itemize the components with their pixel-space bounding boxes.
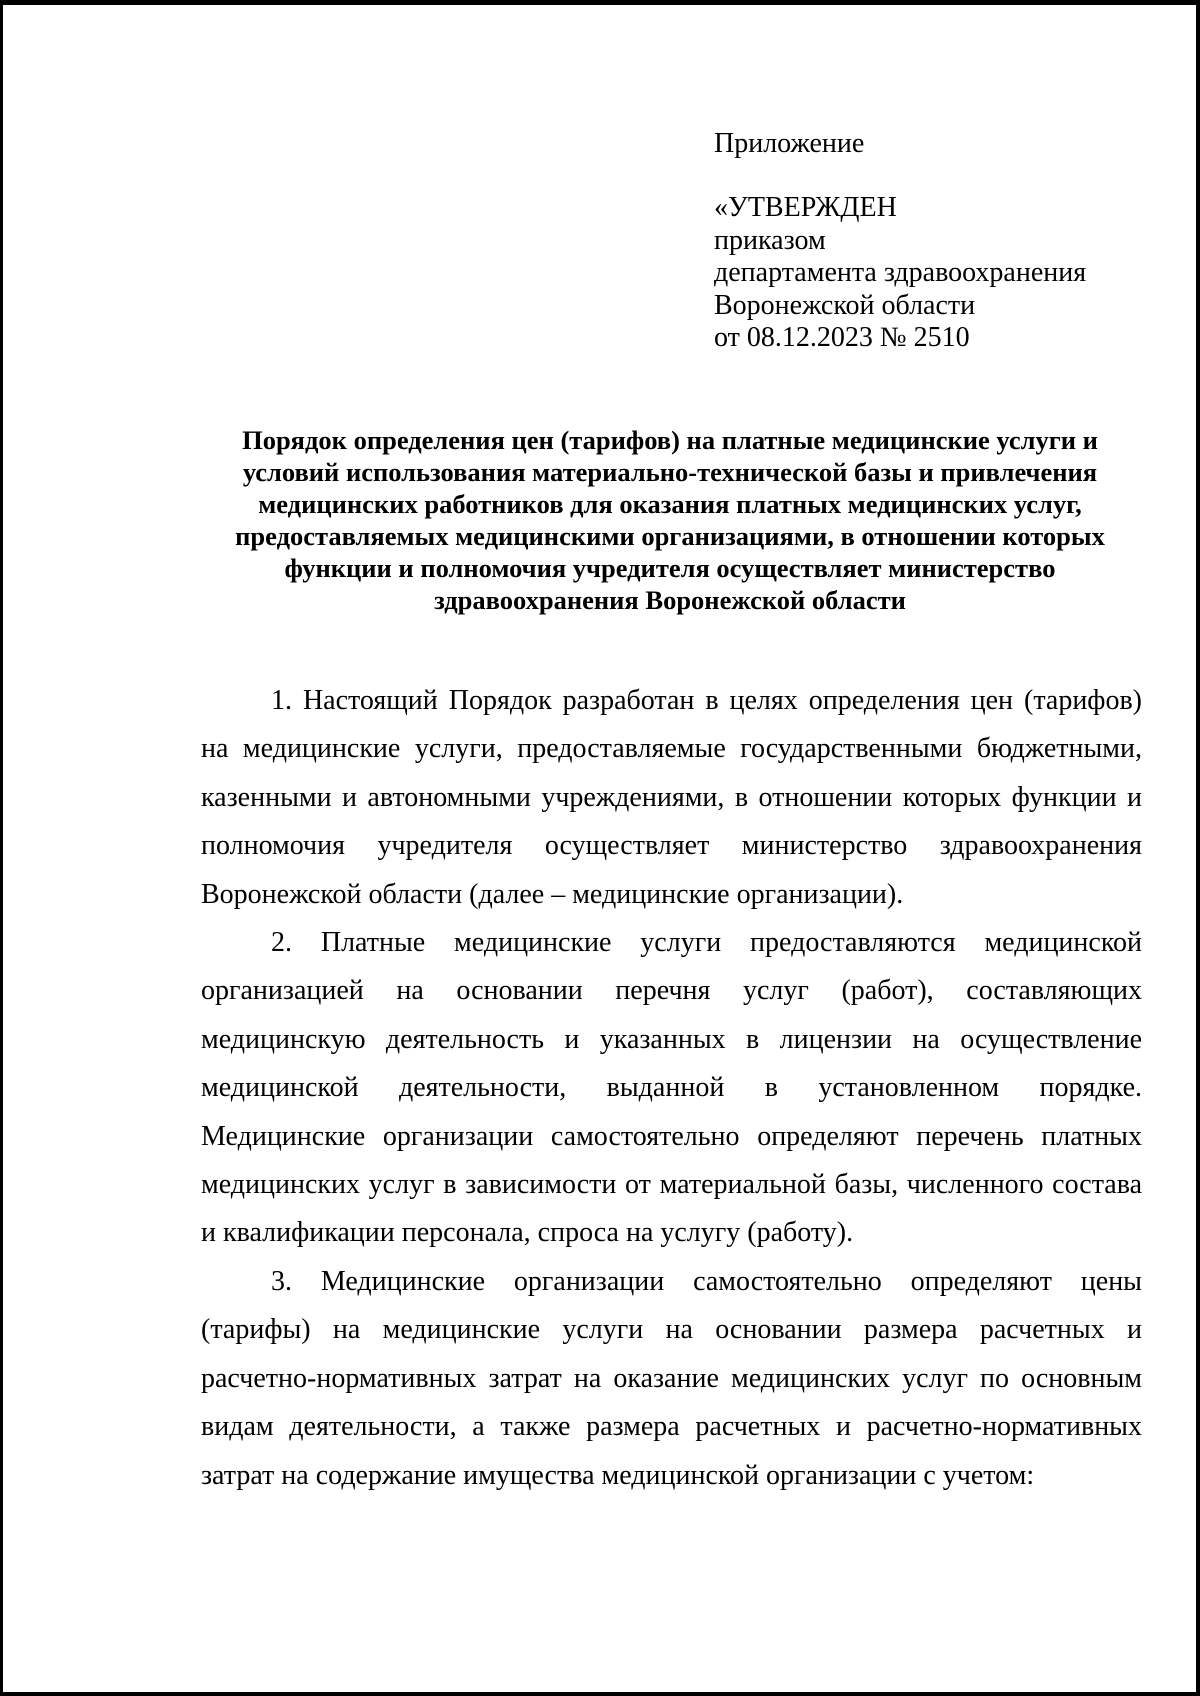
document-title: [190, 424, 1150, 616]
paragraph-line: и квалификации персонала, спроса на услугу (работу).: [201, 1217, 854, 1249]
title-line: условий использования материально-технической базы и привлечения: [242, 457, 1098, 487]
title-line: функции и полномочия учредителя осуществляет министерство: [284, 553, 1056, 583]
title-line: медицинских работников для оказания платных медицинских услуг,: [258, 489, 1082, 519]
title-line: здравоохранения Воронежской области: [434, 585, 906, 615]
paragraph-line: полномочия учредителя осуществляет министерство здравоохранения: [201, 830, 1142, 862]
approval-line: департамента здравоохранения: [714, 257, 1087, 289]
paragraph-line: 3. Медицинские организации самостоятельно определяют цены: [271, 1265, 1142, 1297]
approval-block: [714, 128, 1184, 354]
approval-line: приказом: [714, 224, 826, 256]
paragraph-line: Воронежской области (далее – медицинские организации).: [201, 878, 904, 910]
paragraph-2: [201, 919, 1142, 1258]
title-line: предоставляемых медицинскими организациями, в отношении которых: [235, 521, 1105, 551]
paragraph-line: затрат на содержание имущества медицинской организации с учетом:: [201, 1459, 1035, 1491]
paragraph-line: медицинскую деятельность и указанных в лицензии на осуществление: [201, 1023, 1142, 1055]
document-body: [201, 677, 1142, 1500]
approval-line: Воронежской области: [714, 289, 976, 321]
paragraph-3: [201, 1258, 1142, 1500]
appendix-label: Приложение: [714, 128, 865, 159]
paragraph-line: видам деятельности, а также размера расчетных и расчетно-нормативных: [201, 1411, 1142, 1443]
approval-line: от 08.12.2023 № 2510: [714, 322, 970, 354]
title-line: Порядок определения цен (тарифов) на платные медицинские услуги и: [242, 425, 1098, 455]
paragraph-line: 2. Платные медицинские услуги предоставляются медицинской: [271, 927, 1142, 959]
paragraph-line: казенными и автономными учреждениями, в отношении которых функции и: [201, 781, 1142, 813]
paragraph-line: 1. Настоящий Порядок разработан в целях определения цен (тарифов): [271, 685, 1142, 716]
paragraph-line: медицинских услуг в зависимости от материальной базы, численного состава: [201, 1169, 1142, 1201]
approval-line: «УТВЕРЖДЕН: [714, 192, 897, 224]
paragraph-line: расчетно-нормативных затрат на оказание медицинских услуг по основным: [201, 1362, 1142, 1394]
paragraph-line: медицинской деятельности, выданной в установленном порядке.: [201, 1072, 1142, 1104]
paragraph-line: (тарифы) на медицинские услуги на основании размера расчетных и: [201, 1314, 1142, 1346]
paragraph-line: Медицинские организации самостоятельно определяют перечень платных: [201, 1120, 1142, 1152]
paragraph-1: [201, 677, 1142, 919]
paragraph-line: организацией на основании перечня услуг (работ), составляющих: [201, 975, 1142, 1007]
paragraph-line: на медицинские услуги, предоставляемые государственными бюджетными,: [201, 733, 1142, 765]
